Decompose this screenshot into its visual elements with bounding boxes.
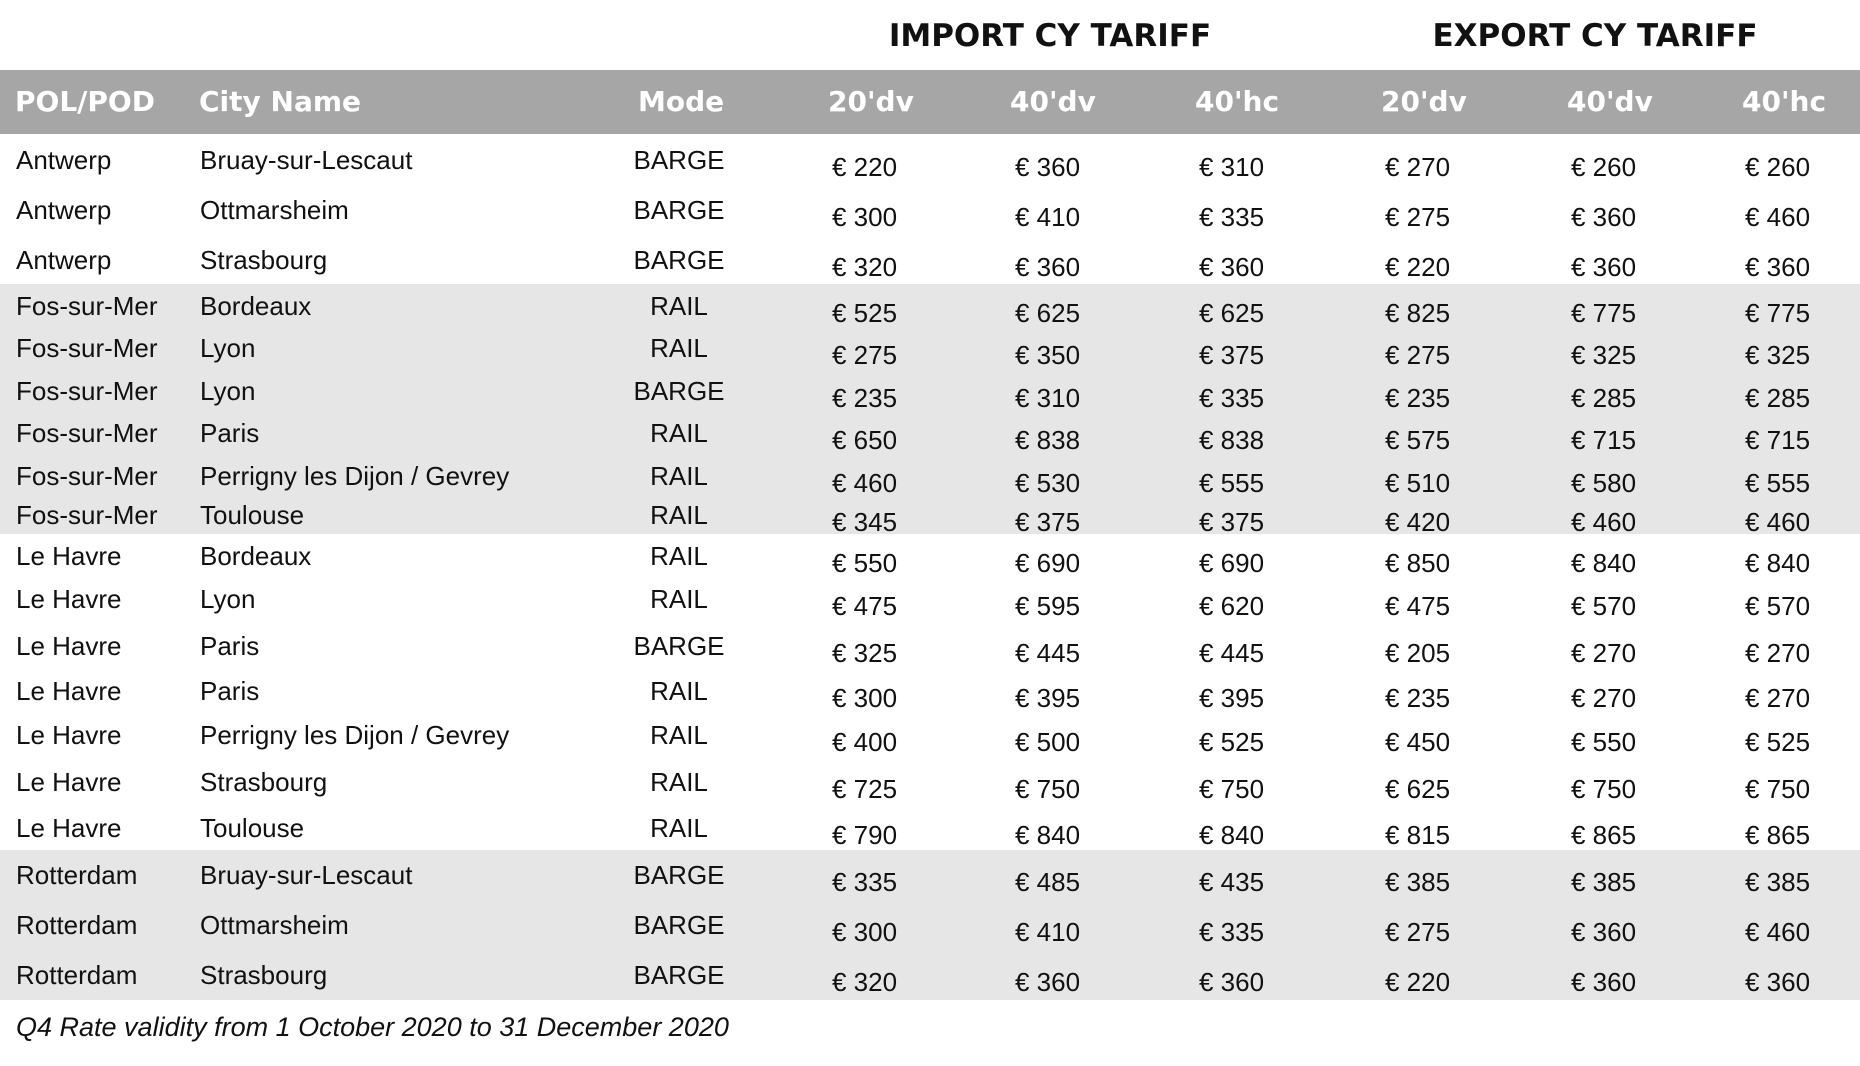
import-40hc-cell: € 445: [1199, 638, 1265, 668]
export-40hc-cell: € 715: [1745, 425, 1811, 455]
export-20dv-cell: € 235: [1385, 383, 1451, 413]
export-20dv-cell: € 510: [1385, 468, 1451, 498]
city-name-cell: Lyon: [200, 376, 256, 406]
export-40dv-cell: € 325: [1571, 340, 1637, 370]
mode-cell: RAIL: [650, 500, 708, 530]
pol-pod-cell: Fos-sur-Mer: [16, 376, 158, 406]
import-40hc-cell: € 620: [1199, 591, 1265, 621]
city-name-cell: Ottmarsheim: [200, 195, 349, 225]
export-20dv-cell: € 475: [1385, 591, 1451, 621]
city-name-cell: Toulouse: [200, 813, 305, 843]
city-name-cell: Ottmarsheim: [200, 910, 349, 940]
export-40dv-cell: € 360: [1571, 252, 1637, 282]
export-40dv-cell: € 270: [1571, 683, 1637, 713]
table-row: [0, 584, 1860, 621]
import-40hc-cell: € 838: [1199, 425, 1265, 455]
export-20dv-cell: € 575: [1385, 425, 1451, 455]
city-name-cell: Strasbourg: [200, 767, 328, 797]
mode-cell: RAIL: [650, 333, 708, 363]
export-40hc-cell: € 750: [1745, 774, 1811, 804]
import-40dv-cell: € 445: [1015, 638, 1081, 668]
export-40dv-cell: € 460: [1571, 507, 1637, 537]
pol-pod-cell: Fos-sur-Mer: [16, 461, 158, 491]
city-name-cell: Strasbourg: [200, 245, 328, 275]
import-40hc-cell: € 555: [1199, 468, 1265, 498]
import-40hc-cell: € 335: [1199, 383, 1265, 413]
export-40dv-cell: € 570: [1571, 591, 1637, 621]
table-row: [0, 631, 1860, 668]
import-20dv-cell: € 790: [832, 820, 898, 850]
export-40hc-cell: € 555: [1745, 468, 1811, 498]
export-40hc-cell: € 840: [1745, 548, 1811, 578]
table-row: [0, 376, 1860, 413]
mode-cell: BARGE: [633, 860, 725, 890]
table-row: [0, 418, 1860, 455]
mode-cell: BARGE: [633, 245, 725, 275]
mode-cell: RAIL: [650, 813, 708, 843]
export-40dv-cell: € 270: [1571, 638, 1637, 668]
export-40dv-cell: € 775: [1571, 298, 1637, 328]
import-40hc-cell: € 360: [1199, 252, 1265, 282]
city-name-cell: Paris: [200, 676, 260, 706]
mode-cell: RAIL: [650, 418, 708, 448]
city-name-cell: Perrigny les Dijon / Gevrey: [200, 720, 510, 750]
pol-pod-cell: Antwerp: [16, 195, 112, 225]
table-row: [0, 676, 1860, 713]
pol-pod-cell: Le Havre: [16, 541, 122, 571]
export-40hc-cell: € 570: [1745, 591, 1811, 621]
mode-cell: RAIL: [650, 584, 708, 614]
header-city-name: City Name: [199, 85, 362, 118]
export-20dv-cell: € 270: [1385, 152, 1451, 182]
import-20dv-cell: € 475: [832, 591, 898, 621]
import-20dv-cell: € 320: [832, 967, 898, 997]
table-row: [0, 541, 1860, 578]
header-export-40dv: 40'dv: [1567, 85, 1653, 118]
table-row: [0, 333, 1860, 370]
import-20dv-cell: € 400: [832, 727, 898, 757]
export-20dv-cell: € 825: [1385, 298, 1451, 328]
import-40dv-cell: € 360: [1015, 967, 1081, 997]
mode-cell: BARGE: [633, 910, 725, 940]
city-name-cell: Bordeaux: [200, 291, 312, 321]
import-40hc-cell: € 395: [1199, 683, 1265, 713]
city-name-cell: Paris: [200, 631, 260, 661]
import-40dv-cell: € 750: [1015, 774, 1081, 804]
export-40dv-cell: € 360: [1571, 202, 1637, 232]
export-20dv-cell: € 205: [1385, 638, 1451, 668]
pol-pod-cell: Rotterdam: [16, 910, 138, 940]
pol-pod-cell: Antwerp: [16, 245, 112, 275]
city-name-cell: Lyon: [200, 333, 256, 363]
header-import-20dv: 20'dv: [828, 85, 914, 118]
export-40hc-cell: € 270: [1745, 683, 1811, 713]
export-20dv-cell: € 220: [1385, 252, 1451, 282]
city-name-cell: Perrigny les Dijon / Gevrey: [200, 461, 510, 491]
export-40dv-cell: € 865: [1571, 820, 1637, 850]
export-40hc-cell: € 865: [1745, 820, 1811, 850]
export-20dv-cell: € 450: [1385, 727, 1451, 757]
export-20dv-cell: € 235: [1385, 683, 1451, 713]
mode-cell: RAIL: [650, 291, 708, 321]
export-20dv-cell: € 275: [1385, 917, 1451, 947]
city-name-cell: Strasbourg: [200, 960, 328, 990]
export-40hc-cell: € 360: [1745, 252, 1811, 282]
import-40hc-cell: € 310: [1199, 152, 1265, 182]
import-40hc-cell: € 435: [1199, 867, 1265, 897]
export-40hc-cell: € 385: [1745, 867, 1811, 897]
export-40dv-cell: € 360: [1571, 967, 1637, 997]
pol-pod-cell: Fos-sur-Mer: [16, 418, 158, 448]
table-row: [0, 500, 1860, 537]
export-20dv-cell: € 385: [1385, 867, 1451, 897]
export-20dv-cell: € 850: [1385, 548, 1451, 578]
import-20dv-cell: € 525: [832, 298, 898, 328]
export-40dv-cell: € 260: [1571, 152, 1637, 182]
pol-pod-cell: Le Havre: [16, 720, 122, 750]
export-tariff-title: EXPORT CY TARIFF: [1432, 18, 1758, 54]
import-40dv-cell: € 350: [1015, 340, 1081, 370]
table-row: [0, 195, 1860, 232]
export-40dv-cell: € 715: [1571, 425, 1637, 455]
import-40dv-cell: € 375: [1015, 507, 1081, 537]
table-row: [0, 910, 1860, 947]
import-40dv-cell: € 360: [1015, 152, 1081, 182]
import-20dv-cell: € 300: [832, 202, 898, 232]
export-20dv-cell: € 815: [1385, 820, 1451, 850]
export-20dv-cell: € 275: [1385, 340, 1451, 370]
mode-cell: RAIL: [650, 461, 708, 491]
city-name-cell: Bruay-sur-Lescaut: [200, 860, 413, 890]
export-40hc-cell: € 775: [1745, 298, 1811, 328]
import-40dv-cell: € 485: [1015, 867, 1081, 897]
export-40dv-cell: € 360: [1571, 917, 1637, 947]
table-row: [0, 860, 1860, 897]
export-40hc-cell: € 460: [1745, 917, 1811, 947]
export-40dv-cell: € 580: [1571, 468, 1637, 498]
table-row: [0, 461, 1860, 498]
export-40dv-cell: € 385: [1571, 867, 1637, 897]
mode-cell: RAIL: [650, 767, 708, 797]
city-name-cell: Paris: [200, 418, 260, 448]
header-export-40hc: 40'hc: [1742, 85, 1827, 118]
table-row: [0, 291, 1860, 328]
export-40hc-cell: € 525: [1745, 727, 1811, 757]
export-40hc-cell: € 260: [1745, 152, 1811, 182]
import-40dv-cell: € 530: [1015, 468, 1081, 498]
import-20dv-cell: € 650: [832, 425, 898, 455]
import-40dv-cell: € 360: [1015, 252, 1081, 282]
mode-cell: BARGE: [633, 145, 725, 175]
import-20dv-cell: € 300: [832, 917, 898, 947]
city-name-cell: Toulouse: [200, 500, 305, 530]
import-tariff-title: IMPORT CY TARIFF: [888, 18, 1212, 54]
import-40hc-cell: € 335: [1199, 917, 1265, 947]
header-import-40dv: 40'dv: [1010, 85, 1096, 118]
export-40dv-cell: € 750: [1571, 774, 1637, 804]
import-40hc-cell: € 525: [1199, 727, 1265, 757]
city-name-cell: Bruay-sur-Lescaut: [200, 145, 413, 175]
import-40dv-cell: € 625: [1015, 298, 1081, 328]
import-20dv-cell: € 275: [832, 340, 898, 370]
city-name-cell: Lyon: [200, 584, 256, 614]
import-20dv-cell: € 725: [832, 774, 898, 804]
export-40dv-cell: € 285: [1571, 383, 1637, 413]
mode-cell: RAIL: [650, 676, 708, 706]
export-40dv-cell: € 550: [1571, 727, 1637, 757]
import-40hc-cell: € 375: [1199, 507, 1265, 537]
import-20dv-cell: € 325: [832, 638, 898, 668]
mode-cell: BARGE: [633, 195, 725, 225]
import-40dv-cell: € 840: [1015, 820, 1081, 850]
export-40dv-cell: € 840: [1571, 548, 1637, 578]
import-40dv-cell: € 500: [1015, 727, 1081, 757]
table-row: [0, 813, 1860, 850]
table-row: [0, 145, 1860, 182]
export-40hc-cell: € 325: [1745, 340, 1811, 370]
pol-pod-cell: Le Havre: [16, 584, 122, 614]
mode-cell: BARGE: [633, 631, 725, 661]
import-40dv-cell: € 595: [1015, 591, 1081, 621]
import-40dv-cell: € 410: [1015, 917, 1081, 947]
export-40hc-cell: € 285: [1745, 383, 1811, 413]
import-40dv-cell: € 395: [1015, 683, 1081, 713]
import-40hc-cell: € 335: [1199, 202, 1265, 232]
import-20dv-cell: € 335: [832, 867, 898, 897]
mode-cell: BARGE: [633, 960, 725, 990]
import-40hc-cell: € 690: [1199, 548, 1265, 578]
import-20dv-cell: € 550: [832, 548, 898, 578]
import-40hc-cell: € 750: [1199, 774, 1265, 804]
pol-pod-cell: Le Havre: [16, 676, 122, 706]
mode-cell: BARGE: [633, 376, 725, 406]
export-40hc-cell: € 270: [1745, 638, 1811, 668]
table-row: [0, 960, 1860, 997]
header-mode: Mode: [638, 85, 725, 118]
mode-cell: RAIL: [650, 541, 708, 571]
import-40hc-cell: € 360: [1199, 967, 1265, 997]
export-40hc-cell: € 460: [1745, 507, 1811, 537]
pol-pod-cell: Rotterdam: [16, 960, 138, 990]
import-40dv-cell: € 690: [1015, 548, 1081, 578]
import-40hc-cell: € 840: [1199, 820, 1265, 850]
pol-pod-cell: Fos-sur-Mer: [16, 333, 158, 363]
table-row: [0, 767, 1860, 804]
city-name-cell: Bordeaux: [200, 541, 312, 571]
export-20dv-cell: € 420: [1385, 507, 1451, 537]
import-40hc-cell: € 625: [1199, 298, 1265, 328]
import-20dv-cell: € 220: [832, 152, 898, 182]
import-40dv-cell: € 410: [1015, 202, 1081, 232]
pol-pod-cell: Fos-sur-Mer: [16, 500, 158, 530]
header-import-40hc: 40'hc: [1195, 85, 1280, 118]
mode-cell: RAIL: [650, 720, 708, 750]
export-40hc-cell: € 360: [1745, 967, 1811, 997]
import-20dv-cell: € 345: [832, 507, 898, 537]
pol-pod-cell: Antwerp: [16, 145, 112, 175]
table-row: [0, 720, 1860, 757]
export-40hc-cell: € 460: [1745, 202, 1811, 232]
export-20dv-cell: € 220: [1385, 967, 1451, 997]
import-40dv-cell: € 310: [1015, 383, 1081, 413]
rate-validity-footnote: Q4 Rate validity from 1 October 2020 to 31 December 2020: [16, 1012, 729, 1042]
pol-pod-cell: Le Havre: [16, 767, 122, 797]
pol-pod-cell: Le Havre: [16, 813, 122, 843]
import-40hc-cell: € 375: [1199, 340, 1265, 370]
export-20dv-cell: € 275: [1385, 202, 1451, 232]
import-20dv-cell: € 300: [832, 683, 898, 713]
pol-pod-cell: Rotterdam: [16, 860, 138, 890]
import-20dv-cell: € 460: [832, 468, 898, 498]
table-row: [0, 245, 1860, 282]
export-20dv-cell: € 625: [1385, 774, 1451, 804]
pol-pod-cell: Fos-sur-Mer: [16, 291, 158, 321]
header-pol-pod: POL/POD: [15, 85, 155, 118]
import-20dv-cell: € 320: [832, 252, 898, 282]
import-40dv-cell: € 838: [1015, 425, 1081, 455]
header-export-20dv: 20'dv: [1381, 85, 1467, 118]
import-20dv-cell: € 235: [832, 383, 898, 413]
pol-pod-cell: Le Havre: [16, 631, 122, 661]
